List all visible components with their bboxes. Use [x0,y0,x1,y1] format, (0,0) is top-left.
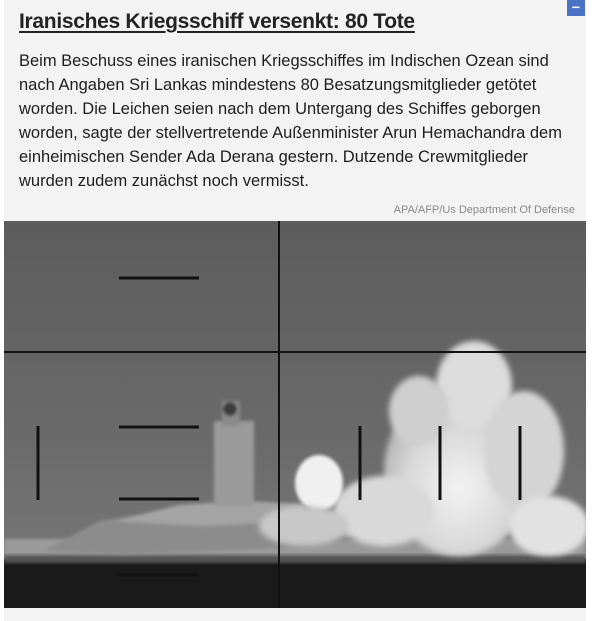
thermal-image [4,221,586,608]
article-headline[interactable]: Iranisches Kriegsschiff versenkt: 80 Tote [19,10,415,33]
article-body: Beim Beschuss eines iranischen Kriegsschiffes im Indischen Ozean sind nach Angaben Sri Lankas mindestens 80 Besatzungsmitglieder getötet worden. Die Leichen seien nach dem Untergang des Schiffes geborgen worden, sagte der stellvertretende Außenminister Arun Hemachandra dem einheimischen Sender Ada Derana gestern. Dutzende Crewmitglieder wurden zudem zunächst noch vermisst. [19,52,562,190]
article-card [4,0,586,621]
article-photo [4,221,586,608]
photo-credit: APA/AFP/Us Department Of Defense [393,204,575,216]
minus-icon: − [571,0,581,15]
collapse-button[interactable] [567,0,585,16]
